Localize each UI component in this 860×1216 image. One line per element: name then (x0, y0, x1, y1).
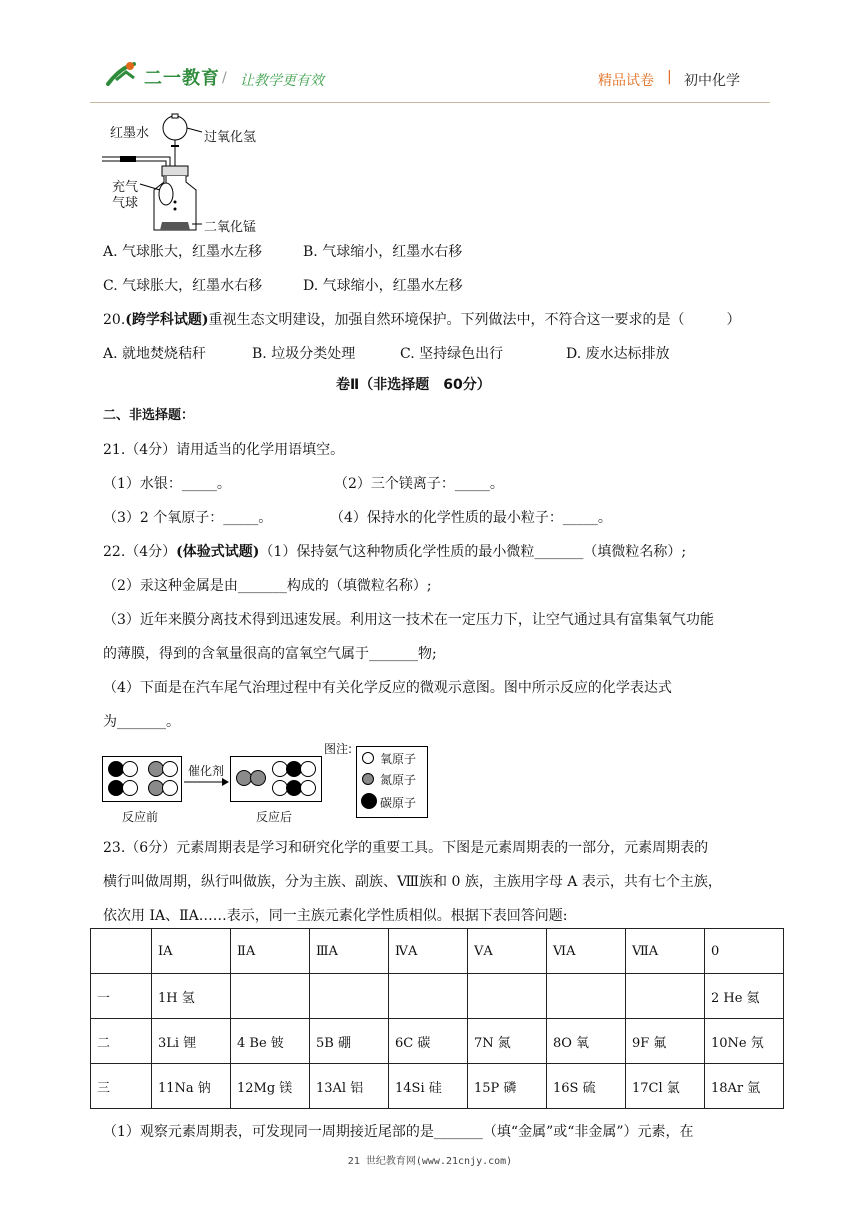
table-cell (231, 974, 310, 1019)
table-row (91, 1019, 784, 1064)
header-subject: 初中化学 (684, 73, 740, 89)
table-cell: 三 (91, 1064, 152, 1109)
table-cell: 14Si 硅 (389, 1064, 468, 1109)
section-title: 卷Ⅱ（非选择题 60分） (336, 377, 491, 393)
oxygen-atom-icon (300, 761, 316, 777)
table-cell: 6C 碳 (389, 1019, 468, 1064)
oxygen-atom-icon (162, 780, 178, 796)
table-cell: ⅠA (152, 929, 231, 974)
q20-option-c: C. 坚持绿色出行 (400, 346, 504, 362)
table-cell: 11Na 钠 (152, 1064, 231, 1109)
table-cell (389, 974, 468, 1019)
table-cell: 8O 氧 (547, 1019, 626, 1064)
q21-part1: （1）水银：_____。 (103, 476, 231, 492)
table-row (91, 1064, 784, 1109)
nitrogen-atom-icon (362, 773, 374, 785)
table-cell: 13Al 铝 (310, 1064, 389, 1109)
q21-stem: 21.（4分）请用适当的化学用语填空。 (103, 442, 345, 458)
table-cell: 4 Be 铍 (231, 1019, 310, 1064)
table-cell: 15P 磷 (468, 1064, 547, 1109)
label-red-ink: 红墨水 (110, 126, 150, 141)
label-balloon-1: 充气 (112, 180, 139, 195)
table-cell (468, 974, 547, 1019)
q22-number: 22.（4分） (103, 544, 177, 560)
q23-part1: （1）观察元素周期表，可发现同一周期接近尾部的是_______（填“金属”或“非金属”）元素，在 (103, 1124, 694, 1140)
legend-oxygen: 氧原子 (380, 752, 417, 766)
oxygen-atom-icon (122, 780, 138, 796)
header-label-premium: 精品试卷 (598, 73, 654, 89)
table-cell: ⅦA (626, 929, 705, 974)
table-cell: ⅥA (547, 929, 626, 974)
table-cell: 16S 硫 (547, 1064, 626, 1109)
table-cell (626, 974, 705, 1019)
q19-option-c: C. 气球胀大，红墨水右移 (103, 278, 263, 294)
table-cell: 10Ne 氖 (705, 1019, 784, 1064)
apparatus-figure (100, 110, 280, 235)
table-cell: ⅢA (310, 929, 389, 974)
q21-part4: （4）保持水的化学性质的最小粒子：_____。 (330, 510, 612, 526)
oxygen-atom-icon (162, 761, 178, 777)
q19-option-d: D. 气球缩小，红墨水左移 (303, 278, 463, 294)
q20-text: 重视生态文明建设，加强自然环境保护。下列做法中，不符合这一要求的是（ ） (208, 312, 741, 328)
after-label: 反应后 (256, 810, 293, 824)
oxygen-atom-icon (300, 780, 316, 796)
q22-tag: (体验式试题) (176, 544, 260, 560)
q22-part4: （4）下面是在汽车尾气治理过程中有关化学反应的微观示意图。图中所示反应的化学表达式 (103, 680, 672, 696)
oxygen-atom-icon (122, 761, 138, 777)
header-label-sep: | (667, 69, 672, 85)
table-cell: 0 (705, 929, 784, 974)
table-cell: 9F 氟 (626, 1019, 705, 1064)
q21-part2: （2）三个镁离子：_____。 (334, 476, 504, 492)
q22-line1 (103, 542, 686, 562)
label-h2o2: 过氧化氢 (204, 130, 257, 145)
brand-logo (104, 58, 234, 90)
q19-option-b: B. 气球缩小，红墨水右移 (303, 244, 463, 260)
table-cell: 5B 硼 (310, 1019, 389, 1064)
reaction-diagram (100, 740, 440, 830)
table-cell: ⅡA (231, 929, 310, 974)
label-balloon-2: 气球 (112, 196, 139, 211)
header-slogan: 让教学更有效 (240, 73, 324, 89)
table-cell: 二 (91, 1019, 152, 1064)
legend-carbon: 碳原子 (380, 796, 417, 810)
q21-part3: （3）2 个氧原子：_____。 (103, 510, 273, 526)
q20-number: 20. (103, 312, 126, 328)
table-cell (91, 929, 152, 974)
table-cell (310, 974, 389, 1019)
table-header-row (91, 929, 784, 974)
table-cell: 1H 氢 (152, 974, 231, 1019)
reaction-arrow-icon (184, 778, 230, 786)
q23-line1: 23.（6分）元素周期表是学习和研究化学的重要工具。下图是元素周期表的一部分，元素周期表的 (103, 840, 709, 856)
table-cell: ⅤA (468, 929, 547, 974)
q19-option-a: A. 气球胀大，红墨水左移 (103, 244, 263, 260)
q20-option-d: D. 废水达标排放 (566, 346, 670, 362)
q22-part3-cont: 的薄膜，得到的含氧量很高的富氧空气属于_______物; (103, 646, 437, 662)
periodic-table (90, 928, 784, 1109)
q23-line3: 依次用 IA、ⅡA……表示，同一主族元素化学性质相似。根据下表回答问题: (103, 908, 568, 924)
section-subtitle: 二、非选择题： (103, 408, 195, 423)
header-divider (90, 102, 770, 103)
legend-title: 图注: (324, 742, 353, 756)
table-cell: 17Cl 氯 (626, 1064, 705, 1109)
table-cell: 一 (91, 974, 152, 1019)
q20-stem (103, 310, 741, 330)
table-cell: 12Mg 镁 (231, 1064, 310, 1109)
label-mno2: 二氧化锰 (204, 220, 257, 235)
q22-part4-cont: 为_______。 (103, 714, 180, 730)
page-footer: 21 世纪教育网(www.21cnjy.com) (347, 1156, 513, 1167)
logo-text: 二一教育 (144, 68, 220, 89)
q22-part3: （3）近年来膜分离技术得到迅速发展。利用这一技术在一定压力下，让空气通过具有富集氧气功能 (103, 612, 714, 628)
table-cell: 2 He 氦 (705, 974, 784, 1019)
q20-tag: (跨学科试题) (125, 312, 209, 328)
table-row (91, 974, 784, 1019)
runner-logo-icon (104, 58, 144, 90)
carbon-atom-icon (361, 793, 377, 809)
catalyst-label: 催化剂 (188, 764, 225, 778)
q22-part2: （2）汞这种金属是由_______构成的（填微粒名称）; (103, 578, 432, 594)
q22-part1: （1）保持氨气这种物质化学性质的最小微粒_______（填微粒名称）; (259, 544, 687, 560)
header-separator: / (222, 70, 227, 86)
q20-option-a: A. 就地焚烧秸秆 (103, 346, 207, 362)
before-label: 反应前 (122, 810, 159, 824)
q20-option-b: B. 垃圾分类处理 (252, 346, 356, 362)
nitrogen-atom-icon (250, 770, 266, 786)
table-cell: 18Ar 氩 (705, 1064, 784, 1109)
table-cell: ⅣA (389, 929, 468, 974)
table-cell (547, 974, 626, 1019)
table-cell: 3Li 锂 (152, 1019, 231, 1064)
q23-line2: 横行叫做周期，纵行叫做族，分为主族、副族、Ⅷ族和 0 族，主族用字母 A 表示，共有七个主族， (103, 874, 722, 890)
oxygen-atom-icon (362, 752, 374, 764)
table-cell: 7N 氮 (468, 1019, 547, 1064)
legend-nitrogen: 氮原子 (380, 773, 417, 787)
